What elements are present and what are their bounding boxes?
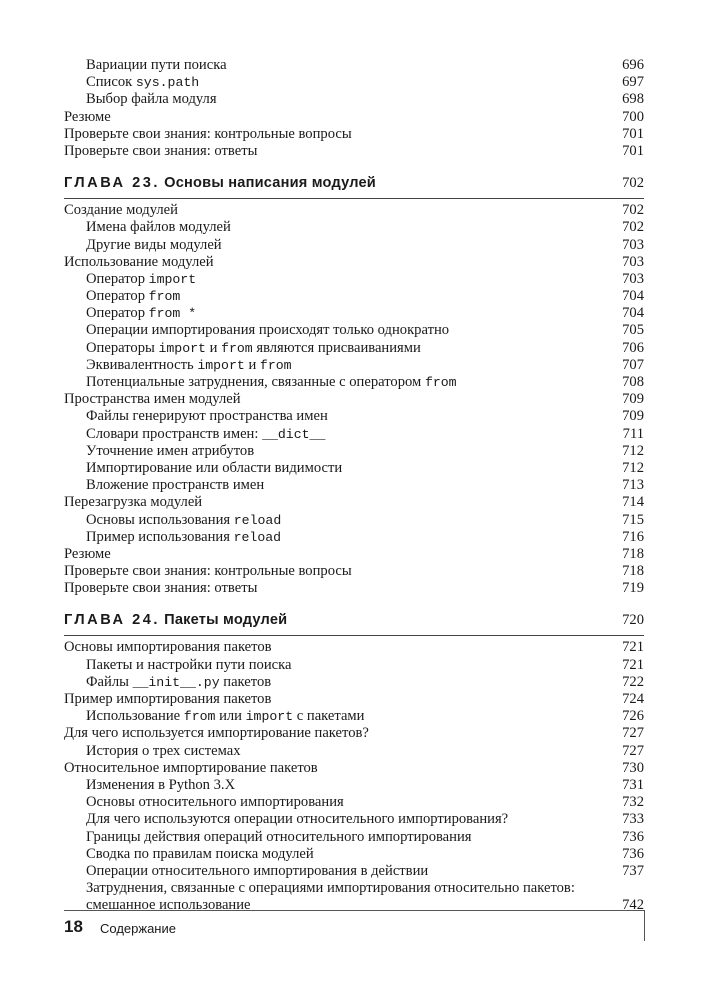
- toc-entry-text: Использование модулей: [64, 253, 214, 270]
- toc-entry-page: 704: [622, 288, 644, 305]
- toc-entry-title: [64, 829, 472, 846]
- toc-entry-page: 718: [622, 563, 644, 580]
- toc-entry-page: 697: [622, 74, 644, 91]
- toc-entry-title: [64, 563, 352, 580]
- toc-entry-page: 708: [622, 374, 644, 390]
- toc-entry-title: [64, 512, 281, 529]
- toc-entry-title: [64, 477, 264, 494]
- toc-entry-page: 701: [622, 142, 644, 159]
- toc-entry-text: Оператор: [86, 270, 149, 287]
- toc-entry-page: 742: [622, 897, 644, 914]
- toc-entry-title: [64, 794, 344, 811]
- toc-entry-page: 706: [622, 339, 644, 356]
- toc-entry-text: являются присваиваниями: [252, 339, 421, 356]
- toc-entry-page: 707: [622, 356, 644, 373]
- toc-section-chapter-24: [64, 639, 644, 914]
- toc-entry-title: [64, 74, 199, 91]
- toc-entry-text: пакетов: [219, 673, 272, 690]
- toc-entry-text: Файлы: [86, 673, 133, 690]
- toc-entry: [64, 657, 644, 674]
- toc-entry-page: 705: [622, 322, 644, 339]
- toc-entry-title: [64, 202, 178, 219]
- page-footer: [64, 910, 645, 941]
- toc-entry-page: 712: [622, 442, 644, 459]
- toc-entry-page: 709: [622, 408, 644, 425]
- toc-entry-title: [64, 777, 235, 794]
- toc-entry-title: [64, 863, 428, 880]
- toc-entry-title: [64, 460, 342, 477]
- toc-entry-page: 703: [622, 270, 644, 287]
- toc-entry-text: или: [215, 708, 246, 725]
- chapter-page-number: 720: [622, 612, 644, 629]
- toc-entry-text: Проверьте свои знания: контрольные вопросы: [64, 563, 352, 580]
- toc-entry-page: 700: [622, 108, 644, 125]
- toc-entry-title: [64, 374, 457, 391]
- toc-entry-page: 736: [622, 828, 644, 845]
- chapter-name: Основы написания модулей: [164, 175, 376, 192]
- toc-entry-code: from *: [148, 306, 197, 322]
- toc-entry-code: from: [221, 340, 253, 356]
- chapter-heading-24: [64, 609, 644, 636]
- toc-entry-text: Имена файлов модулей: [86, 219, 231, 236]
- toc-entry-title: [64, 529, 281, 546]
- toc-entry-page: 711: [622, 425, 644, 442]
- toc-entry-text: Резюме: [64, 108, 111, 125]
- toc-entry-text: и: [244, 356, 260, 373]
- toc-entry-page: 727: [622, 725, 644, 742]
- toc-entry-text: Основы использования: [86, 511, 234, 528]
- toc-entry-title: [64, 580, 257, 597]
- toc-entry-text: Изменения в Python 3.X: [86, 776, 236, 793]
- toc-entry-text: Пример импортирования пакетов: [64, 691, 272, 707]
- toc-entry-title: [64, 143, 257, 160]
- toc-entry: [64, 743, 644, 760]
- toc-entry-code: import: [197, 357, 245, 373]
- toc-entry-page: 703: [622, 236, 644, 253]
- toc-entry-code: from: [259, 357, 292, 373]
- toc-entry-text: Пример использования: [86, 528, 234, 545]
- toc-entry-page: 701: [622, 125, 644, 142]
- toc-entry-title: [64, 494, 202, 511]
- toc-entry-page: 730: [622, 759, 644, 776]
- toc-entry-code: reload: [233, 529, 282, 545]
- toc-entry: [64, 57, 644, 74]
- toc-entry: [64, 546, 644, 563]
- toc-entry-text: Затруднения, связанные с операциями импортирования относительно пакетов: смешанное использование: [86, 880, 575, 914]
- toc-entry-text: с пакетами: [293, 708, 365, 725]
- toc-entry-code: from: [183, 709, 216, 725]
- toc-entry-text: Оператор: [86, 305, 149, 322]
- toc-entry-page: 718: [622, 545, 644, 562]
- toc-entry: [64, 794, 644, 811]
- chapter-label: ГЛАВА 24.: [64, 612, 160, 629]
- toc-entry-text: Относительное импортирование пакетов: [64, 759, 318, 776]
- toc-entry-title: [64, 357, 292, 374]
- toc-entry-text: Проверьте свои знания: ответы: [64, 580, 258, 597]
- footer-section-title: Содержание: [100, 921, 176, 936]
- toc-entry: [64, 91, 644, 108]
- toc-entry: [64, 863, 644, 880]
- toc-entry-title: [64, 237, 222, 254]
- toc-entry-page: 702: [622, 219, 644, 236]
- toc-entry-text: Проверьте свои знания: контрольные вопросы: [64, 125, 352, 142]
- toc-entry-text: Вложение пространств имен: [86, 477, 265, 494]
- toc-entry-page: 724: [622, 691, 644, 707]
- toc-entry-text: Другие виды модулей: [86, 236, 222, 253]
- toc-entry-text: Оператор: [86, 288, 149, 305]
- toc-entry-page: 727: [622, 742, 644, 759]
- toc-entry: [64, 305, 644, 322]
- toc-entry-title: [64, 811, 508, 828]
- toc-entry: [64, 219, 644, 236]
- toc-entry-page: 714: [622, 494, 644, 511]
- toc-entry-title: [64, 743, 241, 760]
- toc-entry-text: Операции импортирования происходят только однократно: [86, 322, 450, 339]
- toc-section-prelude: [64, 57, 644, 160]
- toc-entry-page: 716: [622, 528, 644, 545]
- toc-entry-text: Уточнение имен атрибутов: [86, 442, 255, 459]
- toc-entry-title: [64, 760, 318, 777]
- toc-entry-text: Импортирование или области видимости: [86, 459, 343, 476]
- toc-entry: [64, 811, 644, 828]
- toc-entry-text: Для чего используется импортирование пакетов?: [64, 725, 369, 742]
- toc-entry-page: 726: [622, 708, 644, 725]
- toc-entry-text: Резюме: [64, 545, 111, 562]
- toc-entry-text: Сводка по правилам поиска модулей: [86, 845, 314, 862]
- toc-entry-text: Перезагрузка модулей: [64, 494, 203, 511]
- toc-entry: [64, 674, 644, 691]
- toc-entry-page: 713: [622, 477, 644, 494]
- toc-entry-title: [64, 408, 328, 425]
- chapter-title: [64, 609, 287, 631]
- toc-entry: [64, 202, 644, 219]
- toc-entry: [64, 443, 644, 460]
- toc-entry-title: [64, 691, 271, 708]
- toc-entry: [64, 271, 644, 288]
- toc-entry-text: Пространства имен модулей: [64, 391, 241, 408]
- toc-entry-title: [64, 91, 217, 108]
- toc-entry-page: 736: [622, 845, 644, 862]
- toc-entry-title: [64, 674, 271, 691]
- toc-entry-code: from: [148, 289, 181, 305]
- toc-entry: [64, 126, 644, 143]
- toc-entry: [64, 254, 644, 271]
- toc-entry: [64, 374, 644, 391]
- toc-entry-code: __dict__: [262, 426, 326, 442]
- toc-entry-title: [64, 546, 111, 563]
- toc-entry: [64, 708, 644, 725]
- toc-entry: [64, 529, 644, 546]
- toc-section-chapter-23: [64, 202, 644, 597]
- toc-entry-text: Список: [86, 74, 136, 91]
- toc-entry-text: Операторы: [86, 339, 159, 356]
- chapter-page-number: 702: [622, 175, 644, 192]
- toc-entry-page: 703: [622, 253, 644, 270]
- toc-entry-text: Операции относительного импортирования в действии: [86, 862, 429, 879]
- toc-entry-page: 721: [622, 639, 644, 656]
- toc-entry-code: import: [245, 709, 294, 725]
- toc-entry-title: [64, 109, 111, 126]
- toc-entry-title: [64, 639, 272, 656]
- toc-entry-text: Файлы генерируют пространства имен: [86, 408, 328, 425]
- toc-entry: [64, 494, 644, 511]
- toc-entry-page: 721: [622, 656, 644, 673]
- toc-entry: [64, 408, 644, 425]
- toc-entry: [64, 777, 644, 794]
- toc-entry-page: 715: [622, 511, 644, 528]
- toc-entry: [64, 74, 644, 91]
- toc-entry-text: Эквивалентность: [86, 356, 198, 373]
- toc-entry-text: Словари пространств имен:: [86, 425, 263, 442]
- toc-entry-code: __init__.py: [132, 674, 220, 690]
- toc-entry: [64, 143, 644, 160]
- toc-entry-page: 712: [622, 459, 644, 476]
- toc-entry: [64, 725, 644, 742]
- footer-page-number: 18: [64, 917, 83, 936]
- toc-entry: [64, 322, 644, 339]
- toc-entry: [64, 477, 644, 494]
- toc-entry-title: [64, 305, 196, 322]
- toc-entry-text: Проверьте свои знания: ответы: [64, 142, 258, 159]
- toc-entry-title: [64, 657, 291, 674]
- toc-entry-text: Границы действия операций относительного импортирования: [86, 828, 472, 845]
- toc-entry-title: [64, 271, 196, 288]
- toc-entry: [64, 288, 644, 305]
- toc-entry: [64, 340, 644, 357]
- toc-entry: [64, 691, 644, 708]
- toc-entry: [64, 846, 644, 863]
- toc-entry-page: 698: [622, 91, 644, 108]
- toc-entry-title: [64, 443, 254, 460]
- toc-entry-title: [64, 288, 180, 305]
- toc-entry-code: from: [424, 375, 457, 390]
- toc-entry-text: Использование: [86, 708, 184, 725]
- toc-entry-text: Для чего используются операции относительного импортирования?: [86, 811, 509, 828]
- toc-entry: [64, 580, 644, 597]
- toc-entry: [64, 237, 644, 254]
- toc-entry-title: [64, 340, 421, 357]
- toc-entry-page: 704: [622, 305, 644, 322]
- toc-entry-title: [64, 126, 352, 143]
- toc-entry: [64, 357, 644, 374]
- toc-entry-text: Потенциальные затруднения, связанные с оператором: [86, 374, 425, 390]
- toc-entry-page: 731: [622, 776, 644, 793]
- chapter-label: ГЛАВА 23.: [64, 175, 160, 192]
- toc-entry-page: 737: [622, 862, 644, 879]
- toc-entry: [64, 563, 644, 580]
- toc-entry-text: Выбор файла модуля: [86, 91, 217, 108]
- toc-entry-code: import: [158, 340, 206, 356]
- toc-entry-title: [64, 57, 227, 74]
- toc-entry: [64, 639, 644, 656]
- chapter-heading-23: [64, 172, 644, 199]
- toc-entry-page: 709: [622, 391, 644, 408]
- toc-entry-page: 696: [622, 57, 644, 73]
- toc-entry: [64, 391, 644, 408]
- chapter-name: Пакеты модулей: [164, 612, 288, 629]
- toc-entry-code: reload: [233, 512, 282, 528]
- toc-entry-text: Основы относительного импортирования: [86, 794, 344, 811]
- toc-entry-code: import: [148, 271, 197, 287]
- toc-entry-title: [64, 725, 369, 742]
- chapter-title: [64, 172, 376, 194]
- toc-entry-text: Основы импортирования пакетов: [64, 639, 272, 656]
- toc-entry-code: sys.path: [135, 75, 200, 91]
- toc-entry-title: [64, 426, 325, 443]
- toc-entry-page: 719: [622, 580, 644, 597]
- toc-entry-title: [64, 391, 241, 408]
- toc-entry: [64, 512, 644, 529]
- toc-entry-text: Вариации пути поиска: [86, 57, 227, 73]
- toc-entry: [64, 460, 644, 477]
- toc-entry-text: Создание модулей: [64, 202, 178, 219]
- toc-entry-title: [64, 219, 231, 236]
- toc-entry-title: [64, 846, 314, 863]
- toc-entry: [64, 760, 644, 777]
- toc-entry-page: 732: [622, 794, 644, 811]
- toc-entry-title: [64, 708, 364, 725]
- toc-entry-title: [64, 322, 449, 339]
- toc-entry-page: 722: [622, 673, 644, 690]
- toc-entry-text: История о трех системах: [86, 742, 241, 759]
- toc-entry: [64, 829, 644, 846]
- toc-entry-page: 733: [622, 811, 644, 828]
- toc-entry: [64, 109, 644, 126]
- toc-entry-text: и: [205, 339, 222, 356]
- table-of-contents: [64, 57, 644, 914]
- toc-entry-title: [64, 254, 214, 271]
- toc-entry-page: 702: [622, 202, 644, 219]
- toc-entry: [64, 426, 644, 443]
- toc-entry-text: Пакеты и настройки пути поиска: [86, 656, 292, 673]
